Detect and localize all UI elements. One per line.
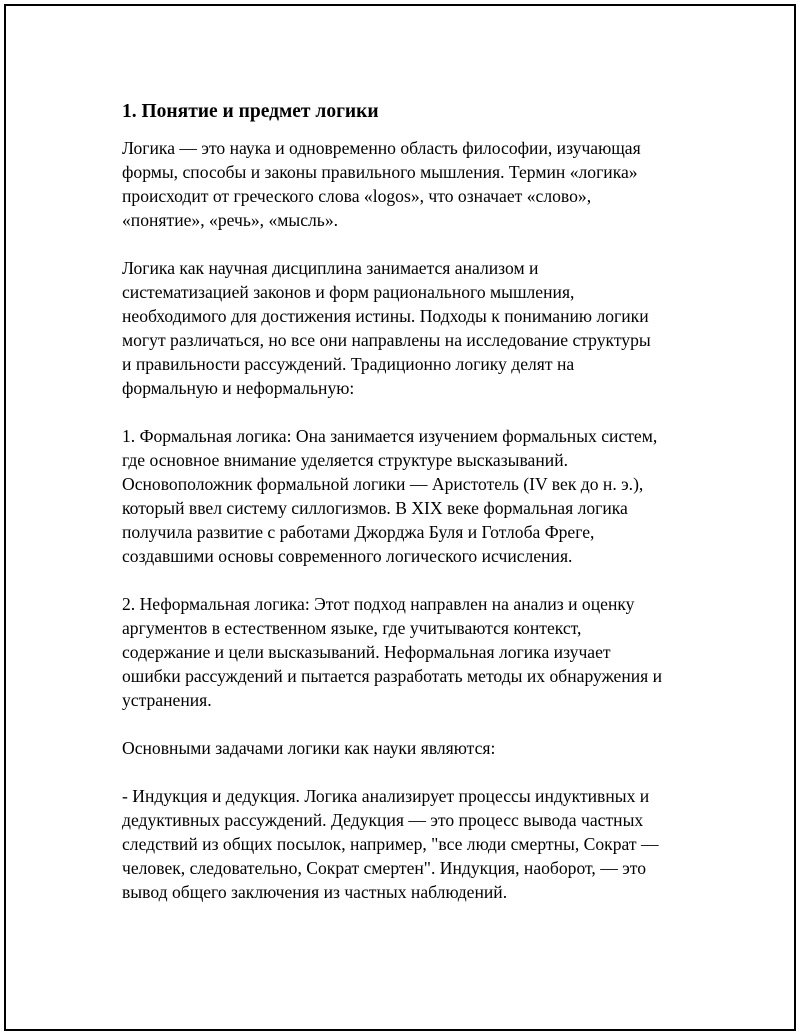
paragraph-informal-logic: 2. Неформальная логика: Этот подход направлен на анализ и оценку аргументов в естественном языке, где учитываются контекст, содержание и цели высказываний. Неформальная логика изучает ошибки рассуждений и пытается разработать методы их обнаружения и устранения.: [122, 594, 663, 710]
paragraph-spacer: [122, 760, 702, 784]
section-heading: 1. Понятие и предмет логики: [122, 101, 379, 122]
paragraph-spacer: [122, 232, 702, 256]
paragraph-discipline: Логика как научная дисциплина занимается анализом и систематизацией законов и форм рационального мышления, необходимого для достижения истины. Подходы к пониманию логики могут различаться, но все они направлены на исследование структуры и правильности рассуждений. Традиционно логику делят на формальную и неформальную:: [122, 258, 651, 398]
document-page: [4, 4, 796, 1031]
paragraph-spacer: [122, 400, 702, 424]
paragraph-spacer: [122, 712, 702, 736]
paragraph-induction-deduction: - Индукция и дедукция. Логика анализирует процессы индуктивных и дедуктивных рассуждений. Дедукция — это процесс вывода частных следствий из общих посылок, например, "все люди смертны, Сократ — человек, следовательно, Сократ смертен". Индукция, наоборот, — это вывод общего заключения из частных наблюдений.: [122, 786, 659, 902]
paragraph-formal-logic: 1. Формальная логика: Она занимается изучением формальных систем, где основное внимание уделяется структуре высказываний. Основоположник формальной логики — Аристотель (IV век до н. э.), который ввел систему силлогизмов. В XIX веке формальная логика получила развитие с работами Джорджа Буля и Готлоба Фреге, создавшими основы современного логического исчисления.: [122, 426, 658, 566]
paragraph-tasks-intro: Основными задачами логики как науки являются:: [122, 738, 496, 758]
paragraph-definition: Логика — это наука и одновременно область философии, изучающая формы, способы и законы правильного мышления. Термин «логика» происходит от греческого слова «logos», что означает «слово», «понятие», «речь», «мысль».: [122, 138, 641, 230]
document-body: [122, 100, 702, 904]
paragraph-spacer: [122, 568, 702, 592]
